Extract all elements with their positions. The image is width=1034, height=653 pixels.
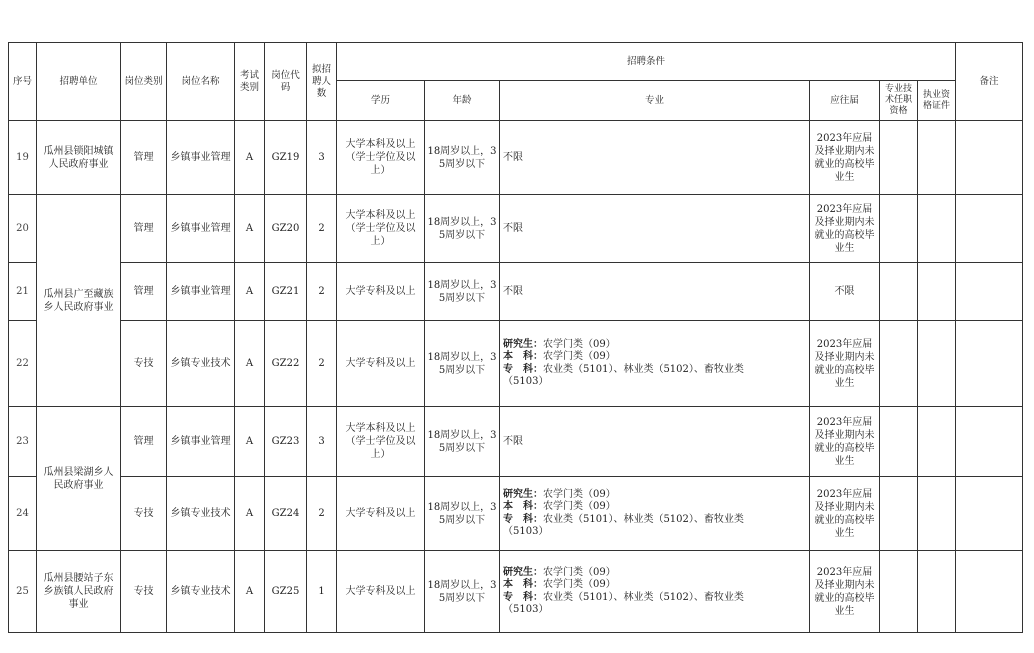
header-seq: 序号 — [9, 43, 37, 121]
table-row — [9, 407, 1023, 477]
cell-code: GZ23 — [265, 407, 307, 477]
cell-graduate: 2023年应届及择业期内未就业的高校毕业生 — [810, 121, 880, 195]
cell-seq: 22 — [9, 321, 37, 407]
header-post-name: 岗位名称 — [167, 43, 235, 121]
cell-remark — [956, 321, 1023, 407]
table-row — [9, 263, 1023, 321]
cell-post-type: 专技 — [121, 551, 167, 633]
table-row — [9, 195, 1023, 263]
cell-seq: 24 — [9, 477, 37, 551]
major-line: 研究生：农学门类（09） — [503, 338, 616, 350]
header-post-type: 岗位类别 — [121, 43, 167, 121]
major-line: 专 科：农业类（5101）、林业类（5102）、畜牧业类 — [503, 591, 744, 603]
cell-remark — [956, 121, 1023, 195]
cell-code: GZ25 — [265, 551, 307, 633]
cell-seq: 20 — [9, 195, 37, 263]
cell-graduate: 2023年应届及择业期内未就业的高校毕业生 — [810, 477, 880, 551]
major-line: 本 科：农学门类（09） — [503, 579, 616, 590]
cell-post-type: 管理 — [121, 407, 167, 477]
cell-exam-type: A — [235, 477, 265, 551]
major-line: 本 科：农学门类（09） — [503, 351, 616, 362]
cell-education: 大学本科及以上（学士学位及以上） — [337, 407, 425, 477]
major-line: （5103） — [503, 604, 549, 615]
recruitment-table — [8, 42, 1023, 633]
cell-education: 大学专科及以上 — [337, 551, 425, 633]
cell-count: 1 — [307, 551, 337, 633]
cell-remark — [956, 551, 1023, 633]
cell-exam-type: A — [235, 407, 265, 477]
header-remark: 备注 — [956, 43, 1023, 121]
cell-age: 18周岁以上，35周岁以下 — [425, 407, 500, 477]
major-line: 研究生：农学门类（09） — [503, 488, 616, 500]
table-row — [9, 551, 1023, 633]
cell-seq: 23 — [9, 407, 37, 477]
major-line: （5103） — [503, 376, 549, 387]
cell-unit: 瓜州县广至藏族乡人民政府事业 — [37, 195, 121, 407]
cell-count: 2 — [307, 477, 337, 551]
cell-post-type: 专技 — [121, 477, 167, 551]
cell-count: 2 — [307, 263, 337, 321]
major-line: 本 科：农学门类（09） — [503, 501, 616, 512]
cell-practice-cert — [918, 121, 956, 195]
cell-unit: 瓜州县锁阳城镇人民政府事业 — [37, 121, 121, 195]
cell-age: 18周岁以上，35周岁以下 — [425, 195, 500, 263]
table-row — [9, 321, 1023, 407]
header-tech-cert: 专业技术任职资格 — [880, 81, 918, 121]
cell-major — [500, 477, 810, 551]
cell-code: GZ20 — [265, 195, 307, 263]
recruitment-table-page — [8, 42, 1023, 633]
header-education: 学历 — [337, 81, 425, 121]
cell-major — [500, 551, 810, 633]
cell-age: 18周岁以上，35周岁以下 — [425, 263, 500, 321]
major-line: 专 科：农业类（5101）、林业类（5102）、畜牧业类 — [503, 513, 744, 525]
cell-exam-type: A — [235, 195, 265, 263]
cell-age: 18周岁以上，35周岁以下 — [425, 551, 500, 633]
cell-exam-type: A — [235, 321, 265, 407]
cell-code: GZ19 — [265, 121, 307, 195]
cell-seq: 21 — [9, 263, 37, 321]
cell-graduate: 2023年应届及择业期内未就业的高校毕业生 — [810, 321, 880, 407]
table-row — [9, 121, 1023, 195]
cell-age: 18周岁以上，35周岁以下 — [425, 477, 500, 551]
major-line: 专 科：农业类（5101）、林业类（5102）、畜牧业类 — [503, 363, 744, 375]
cell-education: 大学本科及以上（学士学位及以上） — [337, 195, 425, 263]
cell-tech-cert — [880, 121, 918, 195]
cell-remark — [956, 407, 1023, 477]
cell-unit: 瓜州县腰站子东乡族镇人民政府事业 — [37, 551, 121, 633]
cell-unit: 瓜州县梁湖乡人民政府事业 — [37, 407, 121, 551]
cell-graduate: 2023年应届及择业期内未就业的高校毕业生 — [810, 195, 880, 263]
header-conditions: 招聘条件 — [337, 43, 956, 81]
cell-graduate: 不限 — [810, 263, 880, 321]
cell-exam-type: A — [235, 263, 265, 321]
cell-tech-cert — [880, 321, 918, 407]
cell-code: GZ21 — [265, 263, 307, 321]
cell-exam-type: A — [235, 121, 265, 195]
cell-code: GZ22 — [265, 321, 307, 407]
cell-post-name: 乡镇事业管理 — [167, 121, 235, 195]
cell-education: 大学本科及以上（学士学位及以上） — [337, 121, 425, 195]
cell-post-type: 管理 — [121, 121, 167, 195]
cell-practice-cert — [918, 321, 956, 407]
cell-tech-cert — [880, 407, 918, 477]
header-major: 专业 — [500, 81, 810, 121]
cell-post-name: 乡镇事业管理 — [167, 263, 235, 321]
cell-count: 2 — [307, 321, 337, 407]
cell-education: 大学专科及以上 — [337, 477, 425, 551]
cell-tech-cert — [880, 551, 918, 633]
cell-graduate: 2023年应届及择业期内未就业的高校毕业生 — [810, 551, 880, 633]
cell-tech-cert — [880, 477, 918, 551]
cell-age: 18周岁以上，35周岁以下 — [425, 121, 500, 195]
header-unit: 招聘单位 — [37, 43, 121, 121]
cell-practice-cert — [918, 195, 956, 263]
cell-major — [500, 321, 810, 407]
header-exam-type: 考试类别 — [235, 43, 265, 121]
header-practice-cert: 执业资格证件 — [918, 81, 956, 121]
cell-post-name: 乡镇事业管理 — [167, 407, 235, 477]
cell-remark — [956, 195, 1023, 263]
major-line: （5103） — [503, 526, 549, 537]
cell-count: 2 — [307, 195, 337, 263]
cell-remark — [956, 263, 1023, 321]
cell-post-name: 乡镇专业技术 — [167, 477, 235, 551]
cell-education: 大学专科及以上 — [337, 321, 425, 407]
cell-post-type: 管理 — [121, 263, 167, 321]
cell-count: 3 — [307, 407, 337, 477]
header-age: 年龄 — [425, 81, 500, 121]
cell-post-name: 乡镇专业技术 — [167, 551, 235, 633]
cell-post-name: 乡镇事业管理 — [167, 195, 235, 263]
cell-post-type: 管理 — [121, 195, 167, 263]
cell-count: 3 — [307, 121, 337, 195]
header-count: 拟招聘人数 — [307, 43, 337, 121]
cell-tech-cert — [880, 263, 918, 321]
cell-education: 大学专科及以上 — [337, 263, 425, 321]
table-row — [9, 477, 1023, 551]
cell-code: GZ24 — [265, 477, 307, 551]
header-graduate: 应往届 — [810, 81, 880, 121]
cell-exam-type: A — [235, 551, 265, 633]
cell-practice-cert — [918, 477, 956, 551]
cell-major: 不限 — [500, 121, 810, 195]
header-post-code: 岗位代码 — [265, 43, 307, 121]
cell-practice-cert — [918, 551, 956, 633]
cell-age: 18周岁以上，35周岁以下 — [425, 321, 500, 407]
cell-major: 不限 — [500, 195, 810, 263]
cell-seq: 25 — [9, 551, 37, 633]
cell-remark — [956, 477, 1023, 551]
cell-post-name: 乡镇专业技术 — [167, 321, 235, 407]
cell-tech-cert — [880, 195, 918, 263]
cell-seq: 19 — [9, 121, 37, 195]
major-line: 研究生：农学门类（09） — [503, 566, 616, 578]
cell-post-type: 专技 — [121, 321, 167, 407]
cell-major: 不限 — [500, 407, 810, 477]
cell-practice-cert — [918, 407, 956, 477]
cell-practice-cert — [918, 263, 956, 321]
cell-graduate: 2023年应届及择业期内未就业的高校毕业生 — [810, 407, 880, 477]
cell-major: 不限 — [500, 263, 810, 321]
